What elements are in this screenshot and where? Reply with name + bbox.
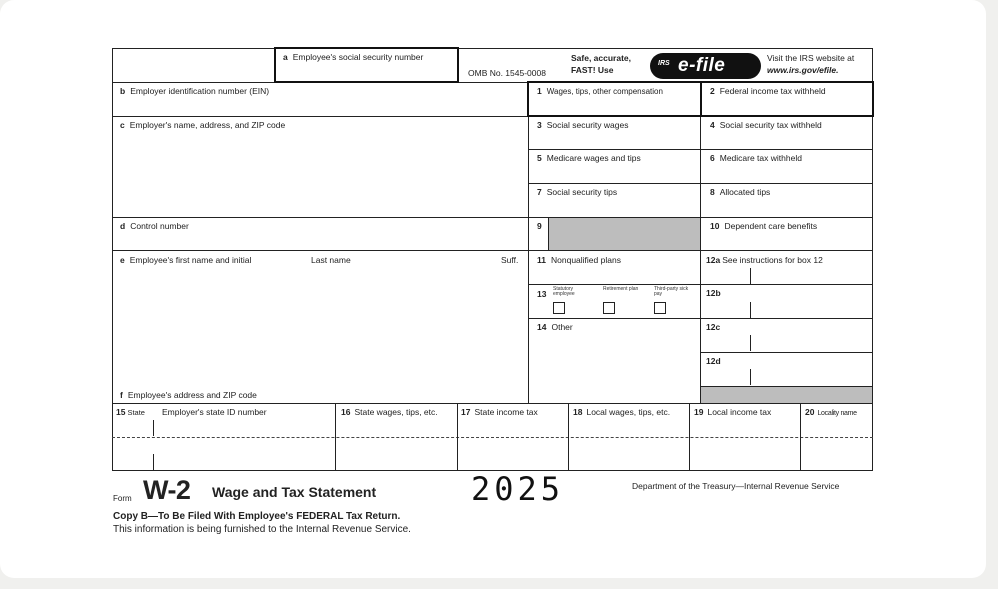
box-7-label[interactable] bbox=[537, 187, 617, 197]
box-letter: f bbox=[120, 390, 123, 400]
box-15-text: State bbox=[127, 408, 145, 417]
box-number: 12b bbox=[706, 288, 721, 298]
box-number: 13 bbox=[537, 289, 547, 299]
box-10-text: Dependent care benefits bbox=[724, 221, 818, 231]
box-f-text: Employee's address and ZIP code bbox=[127, 390, 257, 400]
box-number: 14 bbox=[537, 322, 547, 332]
box-letter: b bbox=[120, 86, 126, 96]
box-3-text: Social security wages bbox=[546, 120, 629, 130]
box-1-label[interactable] bbox=[537, 86, 663, 96]
box-20-label[interactable] bbox=[805, 407, 857, 417]
box-c-text: Employer's name, address, and ZIP code bbox=[129, 120, 286, 130]
efile-website-link[interactable]: www.irs.gov/efile. bbox=[767, 65, 839, 75]
statutory-employee-checkbox[interactable] bbox=[553, 302, 565, 314]
box-11-label[interactable] bbox=[537, 255, 621, 265]
box-5-text: Medicare wages and tips bbox=[546, 153, 641, 163]
box-letter: e bbox=[120, 255, 125, 265]
box-d-label[interactable] bbox=[120, 221, 189, 231]
box-12b-label[interactable] bbox=[706, 288, 726, 298]
form-title: Wage and Tax Statement bbox=[212, 484, 377, 500]
box-number: 7 bbox=[537, 187, 542, 197]
box-8-text: Allocated tips bbox=[719, 187, 771, 197]
form-word: Form bbox=[113, 494, 132, 503]
box-number: 12d bbox=[706, 356, 721, 366]
box-12-code-divider bbox=[750, 268, 751, 284]
box-number: 2 bbox=[710, 86, 715, 96]
box-16-label[interactable] bbox=[341, 407, 438, 417]
col-line bbox=[548, 217, 549, 250]
box-12c-label[interactable] bbox=[706, 322, 725, 332]
row-line bbox=[528, 318, 701, 319]
box-6-label[interactable] bbox=[710, 153, 802, 163]
efile-logo-text: e-file bbox=[678, 55, 726, 76]
box-18-label[interactable] bbox=[573, 407, 670, 417]
box-number: 12a bbox=[706, 255, 721, 265]
box-20-text: Locality name bbox=[817, 410, 857, 417]
col-line bbox=[568, 403, 569, 471]
box-1-text: Wages, tips, other compensation bbox=[546, 87, 663, 96]
fast-use-text: FAST! Use bbox=[571, 65, 614, 75]
box-19-label[interactable] bbox=[694, 407, 771, 417]
state-row-divider bbox=[112, 437, 873, 438]
box-9-shaded bbox=[549, 218, 700, 250]
box-letter: d bbox=[120, 221, 126, 231]
box-17-text: State income tax bbox=[474, 407, 538, 417]
box-12d-label[interactable] bbox=[706, 356, 726, 366]
third-party-sick-pay-label: Third-party sick pay bbox=[654, 286, 689, 297]
irs-logo-text: IRS bbox=[658, 60, 670, 67]
box-19-text: Local income tax bbox=[707, 407, 772, 417]
box-d-text: Control number bbox=[130, 221, 189, 231]
row-line bbox=[701, 318, 873, 319]
box-14-text: Other bbox=[551, 322, 573, 332]
box-5-label[interactable] bbox=[537, 153, 641, 163]
employer-state-id-label: Employer's state ID number bbox=[162, 407, 267, 417]
box-number: 5 bbox=[537, 153, 542, 163]
box-number: 1 bbox=[537, 86, 542, 96]
visit-irs-text: Visit the IRS website at bbox=[767, 53, 855, 63]
box-9-label bbox=[537, 221, 547, 231]
box-e-text: Employee's first name and initial bbox=[129, 255, 252, 265]
box-12-code-divider bbox=[750, 369, 751, 385]
box-number: 8 bbox=[710, 187, 715, 197]
row-line bbox=[701, 386, 873, 387]
safe-accurate-text: Safe, accurate, bbox=[571, 53, 632, 63]
box-18-text: Local wages, tips, etc. bbox=[586, 407, 671, 417]
third-party-sick-pay-checkbox[interactable] bbox=[654, 302, 666, 314]
box-number: 4 bbox=[710, 120, 715, 130]
box-12-bottom-shaded bbox=[701, 386, 872, 403]
col-line bbox=[335, 403, 336, 471]
row-line bbox=[112, 250, 873, 251]
box-12-code-divider bbox=[750, 302, 751, 318]
box-3-label[interactable] bbox=[537, 120, 628, 130]
box-number: 15 bbox=[116, 407, 126, 417]
box-6-text: Medicare tax withheld bbox=[719, 153, 802, 163]
box-12-code-divider bbox=[750, 335, 751, 351]
box-b-label[interactable] bbox=[120, 86, 269, 96]
box-letter: a bbox=[283, 52, 288, 62]
box-number: 6 bbox=[710, 153, 715, 163]
col-line bbox=[689, 403, 690, 471]
box-c-label[interactable] bbox=[120, 120, 285, 130]
box-number: 3 bbox=[537, 120, 542, 130]
box-10-label[interactable] bbox=[710, 221, 817, 231]
box-8-label[interactable] bbox=[710, 187, 770, 197]
box-letter: c bbox=[120, 120, 125, 130]
box-e-label[interactable] bbox=[120, 255, 251, 265]
form-id: W-2 bbox=[143, 475, 191, 505]
col-line bbox=[700, 82, 701, 403]
tax-year: 2025 bbox=[471, 470, 565, 508]
retirement-plan-label: Retirement plan bbox=[603, 286, 639, 292]
box-17-label[interactable] bbox=[461, 407, 538, 417]
omb-number: OMB No. 1545-0008 bbox=[468, 68, 546, 78]
box-number: 17 bbox=[461, 407, 471, 417]
col-line bbox=[528, 82, 529, 403]
irs-efile-logo bbox=[650, 53, 761, 79]
box-11-text: Nonqualified plans bbox=[551, 255, 621, 265]
box-14-label[interactable] bbox=[537, 322, 573, 332]
statutory-employee-label: Statutory employee bbox=[553, 286, 575, 297]
box-4-label[interactable] bbox=[710, 120, 822, 130]
department-text: Department of the Treasury—Internal Revenue Service bbox=[632, 481, 840, 491]
box-2-text: Federal income tax withheld bbox=[719, 86, 826, 96]
box-number: 10 bbox=[710, 221, 720, 231]
box-number: 11 bbox=[537, 255, 546, 265]
box-number: 19 bbox=[694, 407, 704, 417]
box-a-label[interactable] bbox=[283, 52, 423, 62]
state-id-tick bbox=[153, 420, 154, 436]
box-number: 20 bbox=[805, 407, 815, 417]
box-4-text: Social security tax withheld bbox=[719, 120, 822, 130]
col-line bbox=[800, 403, 801, 471]
box-13-label bbox=[537, 289, 551, 299]
box-7-text: Social security tips bbox=[546, 187, 618, 197]
box-number: 12c bbox=[706, 322, 721, 332]
copy-b-text: Copy B—To Be Filed With Employee's FEDERAL Tax Return. bbox=[113, 511, 401, 522]
box-2-label[interactable] bbox=[710, 86, 826, 96]
row-line bbox=[701, 352, 873, 353]
box-f-label[interactable] bbox=[120, 390, 257, 400]
state-id-tick bbox=[153, 454, 154, 470]
row-line bbox=[112, 403, 873, 404]
box-b-text: Employer identification number (EIN) bbox=[130, 86, 270, 96]
box-12a-text: See instructions for box 12 bbox=[722, 255, 823, 265]
col-line bbox=[457, 403, 458, 471]
box-16-text: State wages, tips, etc. bbox=[354, 407, 438, 417]
box-12a-label[interactable] bbox=[706, 255, 823, 265]
box-e-last-name-label: Last name bbox=[311, 255, 351, 265]
box-number: 18 bbox=[573, 407, 583, 417]
box-e-suffix-label: Suff. bbox=[501, 255, 519, 265]
box-number: 16 bbox=[341, 407, 351, 417]
box-15-label[interactable] bbox=[116, 407, 145, 417]
box-a-text: Employee's social security number bbox=[292, 52, 424, 62]
box-number: 9 bbox=[537, 221, 542, 231]
furnished-info-text: This information is being furnished to the Internal Revenue Service. bbox=[113, 524, 411, 535]
row-line bbox=[112, 217, 873, 218]
retirement-plan-checkbox[interactable] bbox=[603, 302, 615, 314]
